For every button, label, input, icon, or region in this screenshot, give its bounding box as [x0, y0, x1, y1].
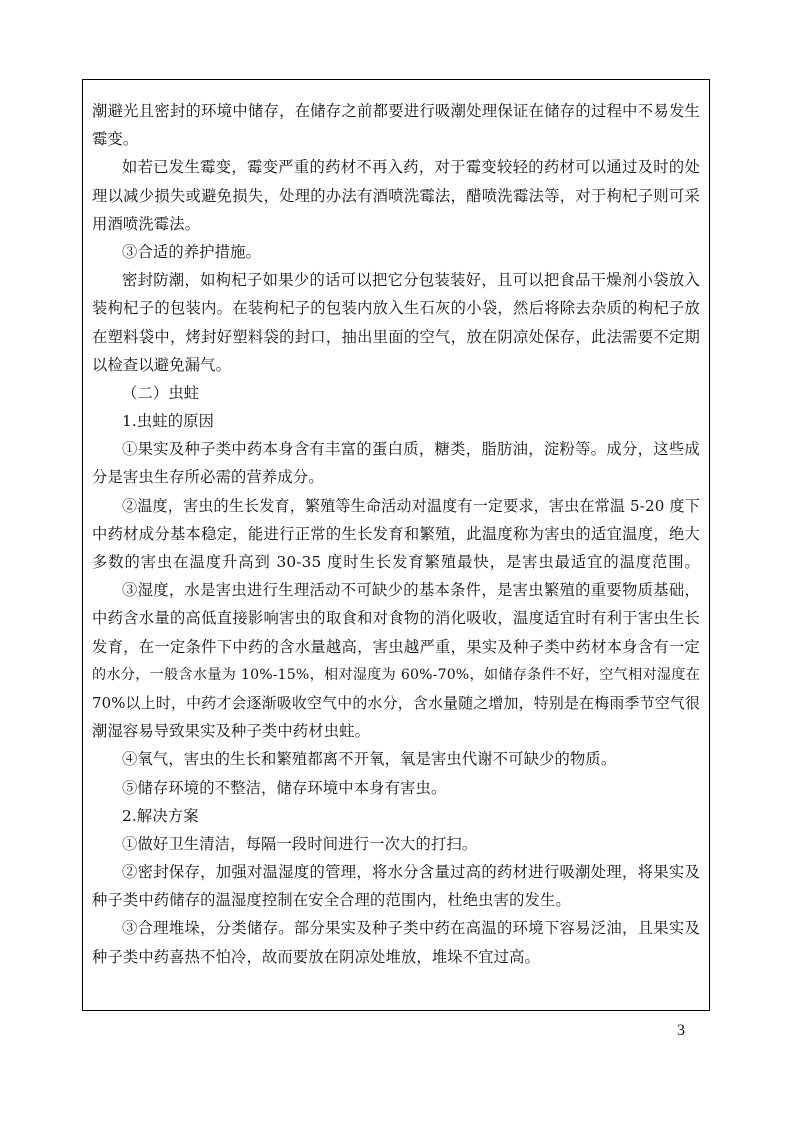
- text-line: ②温度，害虫的生长发育，繁殖等生命活动对温度有一定要求，害虫在常温 5-20 度下: [122, 496, 700, 515]
- text-line: 潮湿容易导致果实及种子类中药材虫蛀。: [92, 722, 371, 741]
- text-line: 装枸杞子的包装内。在装枸杞子的包装内放入生石灰的小袋，然后将除去杂质的枸杞子放: [92, 299, 700, 318]
- text-line: 理以减少损失或避免损失，处理的办法有酒喷洗霉法，醋喷洗霉法等，对于枸杞子则可采: [92, 186, 700, 205]
- document-body: [92, 97, 700, 971]
- text-line: ①做好卫生清洁，每隔一段时间进行一次大的打扫。: [122, 834, 478, 853]
- text-line: 在塑料袋中，烤封好塑料袋的封口，抽出里面的空气，放在阴凉处保存，此法需要不定期: [92, 327, 700, 346]
- text-line: ①果实及种子类中药本身含有丰富的蛋白质，糖类，脂肪油，淀粉等。成分，这些成: [122, 440, 700, 459]
- text-line: 的水分，一般含水量为 10%-15%，相对湿度为 60%-70%，如储存条件不好，空气相对湿度在: [92, 666, 700, 683]
- text-line: ④氧气，害虫的生长和繁殖都离不开氧，氧是害虫代谢不可缺少的物质。: [122, 750, 617, 769]
- text-line: ⑤储存环境的不整洁，储存环境中本身有害虫。: [122, 778, 447, 797]
- text-line: 发育，在一定条件下中药的含水量越高，害虫越严重，果实及种子类中药材本身含有一定: [92, 637, 700, 656]
- text-line: ③合适的养护措施。: [122, 242, 262, 261]
- text-line: （二）虫蛀: [122, 383, 200, 402]
- text-line: 中药含水量的高低直接影响害虫的取食和对食物的消化吸收，温度适宜时有利于害虫生长: [92, 609, 700, 628]
- text-line: 种子类中药储存的温湿度控制在安全合理的范围内，杜绝虫害的发生。: [92, 891, 571, 910]
- text-line: ③合理堆垛，分类储存。部分果实及种子类中药在高温的环境下容易泛油，且果实及: [122, 919, 700, 938]
- text-line: ③湿度，水是害虫进行生理活动不可缺少的基本条件，是害虫繁殖的重要物质基础，: [122, 581, 700, 600]
- text-line: ②密封保存，加强对温湿度的管理，将水分含量过高的药材进行吸潮处理，将果实及: [122, 863, 700, 882]
- text-line: 密封防潮，如枸杞子如果少的话可以把它分包装装好，且可以把食品干燥剂小袋放入: [122, 271, 700, 290]
- text-line: 70%以上时，中药才会逐渐吸收空气中的水分，含水量随之增加，特别是在梅雨季节空气很: [92, 693, 700, 712]
- text-line: 中药材成分基本稳定，能进行正常的生长发育和繁殖，此温度称为害虫的适宜温度，绝大: [92, 524, 700, 543]
- text-line: 分是害虫生存所必需的营养成分。: [92, 468, 324, 487]
- text-line: 以检查以避免漏气。: [92, 355, 232, 374]
- text-line: 如若已发生霉变，霉变严重的药材不再入药，对于霉变较轻的药材可以通过及时的处: [122, 158, 700, 177]
- text-line: 潮避光且密封的环境中储存，在储存之前都要进行吸潮处理保证在储存的过程中不易发生: [92, 102, 700, 120]
- text-line: 霉变。: [92, 130, 139, 149]
- text-line: 2.解决方案: [122, 806, 199, 825]
- text-line: 种子类中药喜热不怕冷，故而要放在阴凉处堆放，堆垛不宜过高。: [92, 947, 540, 966]
- text-line: 用酒喷洗霉法。: [92, 214, 201, 233]
- page-number: 3: [677, 1022, 685, 1039]
- text-line: 多数的害虫在温度升高到 30-35 度时生长发育繁殖最快，是害虫最适宜的温度范围。: [92, 553, 700, 571]
- text-line: 1.虫蛀的原因: [122, 412, 215, 431]
